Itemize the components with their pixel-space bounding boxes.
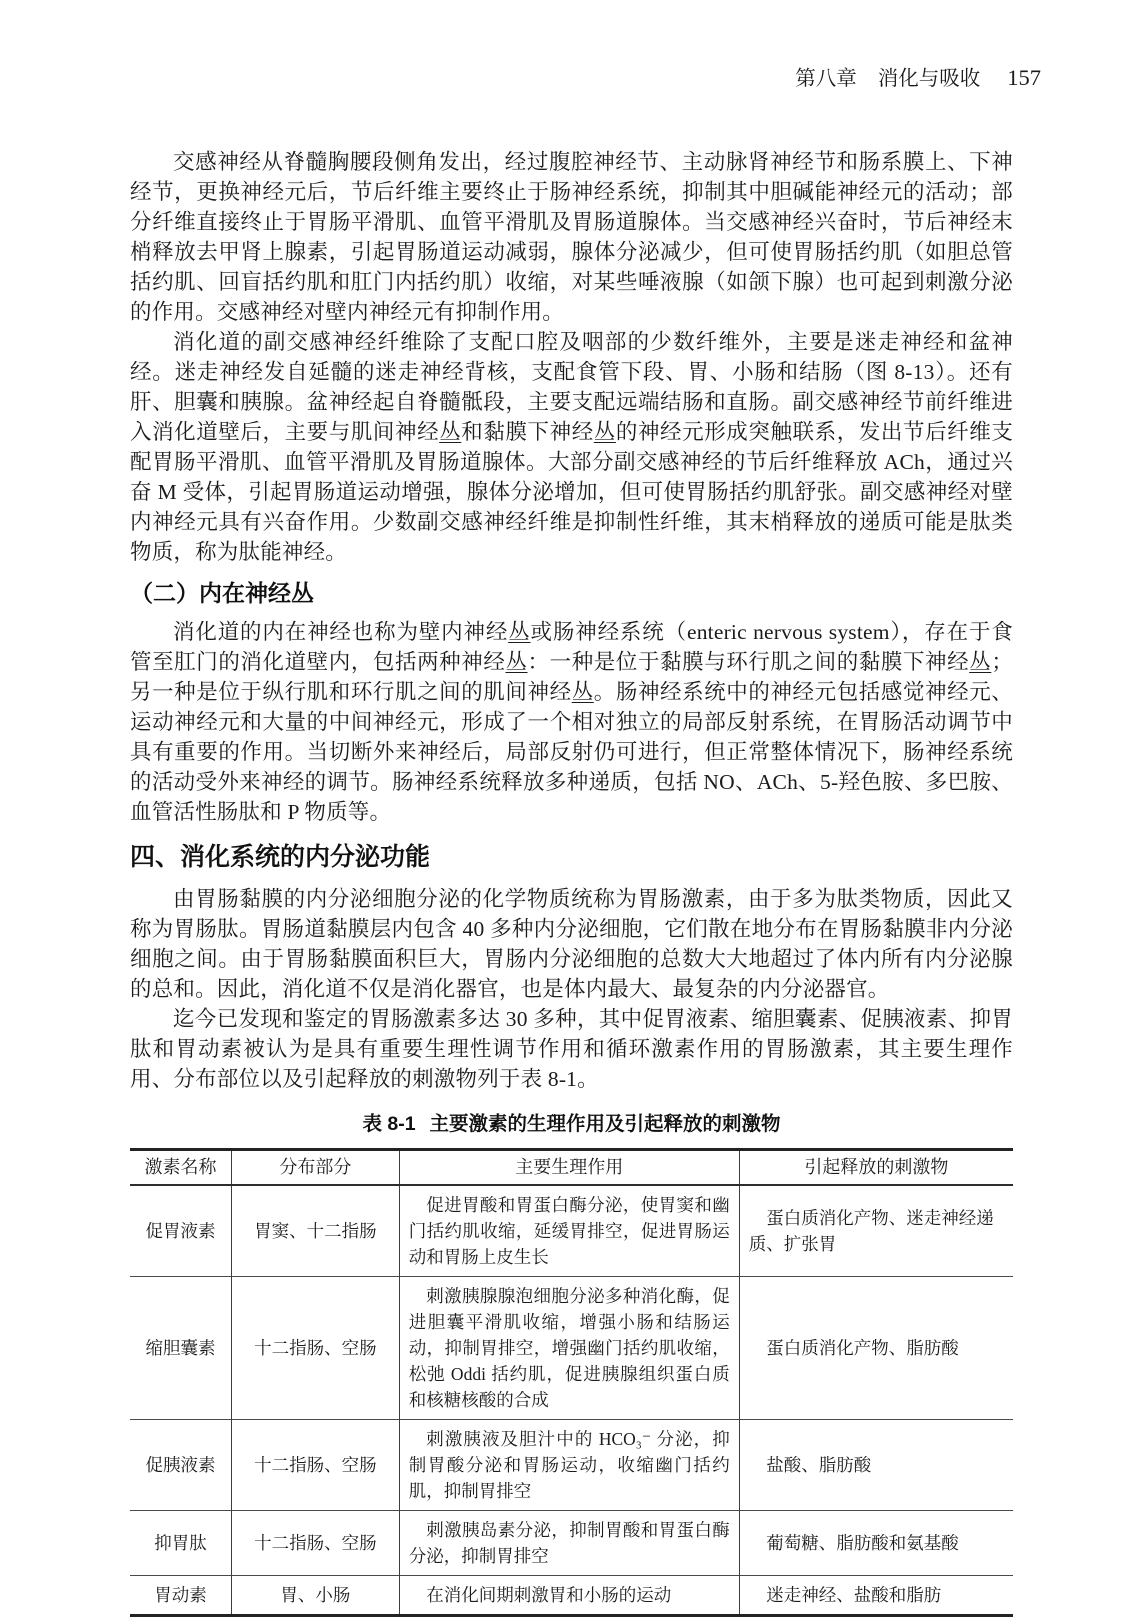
col-header-physiological-action: 主要生理作用: [399, 1150, 739, 1186]
cell-distribution: 十二指肠、空肠: [232, 1511, 400, 1576]
cell-hormone-name: 促胃液素: [130, 1185, 232, 1277]
cell-distribution: 十二指肠、空肠: [232, 1420, 400, 1511]
hormone-table: [130, 1148, 1013, 1617]
table-caption-title: 主要激素的生理作用及引起释放的刺激物: [429, 1113, 781, 1135]
cell-hormone-name: 胃动素: [130, 1576, 232, 1616]
paragraph-sympathetic-nerve: 交感神经从脊髓胸腰段侧角发出，经过腹腔神经节、主动脉肾神经节和肠系膜上、下神经节，更换神经元后，节后纤维主要终止于肠神经系统，抑制其中胆碱能神经元的活动；部分纤维直接终止于胃肠平滑肌、血管平滑肌及胃肠道腺体。当交感神经兴奋时，节后神经末梢释放去甲肾上腺素，引起胃肠道运动减弱，腺体分泌减少，但可使胃肠括约肌（如胆总管括约肌、回盲括约肌和肛门内括约肌）收缩，对某些唾液腺（如颌下腺）也可起到刺激分泌的作用。交感神经对壁内神经元有抑制作用。: [130, 150, 1013, 324]
cell-release-stimuli: 葡萄糖、脂肪酸和氨基酸: [739, 1511, 1013, 1576]
cell-physiological-action: 刺激胰液及胆汁中的 HCO₃⁻ 分泌，抑制胃酸分泌和胃肠运动，收缩幽门括约肌，抑制胃排空: [399, 1420, 739, 1511]
cell-distribution: 十二指肠、空肠: [232, 1277, 400, 1420]
table-body: [130, 1185, 1013, 1616]
col-header-release-stimuli: 引起释放的刺激物: [739, 1150, 1013, 1186]
paragraph-enteric-nervous-system: 消化道的内在神经也称为壁内神经丛或肠神经系统（enteric nervous system），存在于食管至肛门的消化道壁内，包括两种神经丛：一种是位于黏膜与环行肌之间的黏膜下神经丛；另一种是位于纵行肌和环行肌之间的肌间神经丛。肠神经系统中的神经元包括感觉神经元、运动神经元和大量的中间神经元，形成了一个相对独立的局部反射系统，在胃肠活动调节中具有重要的作用。当切断外来神经后，局部反射仍可进行，但正常整体情况下，肠神经系统的活动受外来神经的调节。肠神经系统释放多种递质，包括 NO、ACh、5-羟色胺、多巴胺、血管活性肠肽和 P 物质等。: [130, 620, 1014, 824]
col-header-distribution: 分布部分: [232, 1150, 400, 1186]
body-text: [130, 147, 1013, 1094]
sub-heading-inner-plexus: （二）内在神经丛: [130, 580, 314, 606]
table-row: [130, 1420, 1013, 1511]
table-caption: [130, 1111, 1013, 1137]
cell-release-stimuli: 蛋白质消化产物、迷走神经递质、扩张胃: [748, 1208, 994, 1254]
cell-release-stimuli: 迷走神经、盐酸和脂肪: [739, 1576, 1013, 1616]
cell-release-stimuli: 蛋白质消化产物、脂肪酸: [739, 1277, 1013, 1420]
cell-physiological-action: 促进胃酸和胃蛋白酶分泌，使胃窦和幽门括约肌收缩，延缓胃排空，促进胃肠运动和胃肠上皮生长: [399, 1185, 739, 1277]
section-heading-endocrine-function: 四、消化系统的内分泌功能: [130, 843, 431, 871]
cell-hormone-name: 缩胆囊素: [130, 1277, 232, 1420]
table-caption-label: 表 8-1: [362, 1113, 416, 1135]
page-number: 157: [1007, 65, 1041, 90]
cell-distribution: 胃窦、十二指肠: [232, 1185, 400, 1277]
table-row: [130, 1511, 1013, 1576]
paragraph-gut-hormones-list: 迄今已发现和鉴定的胃肠激素多达 30 多种，其中促胃液素、缩胆囊素、促胰液素、抑胃肽和胃动素被认为是具有重要生理性调节作用和循环激素作用的胃肠激素，其主要生理作用、分布部位以及引起释放的刺激物列于表 8-1。: [130, 1007, 1013, 1091]
cell-release-stimuli: 盐酸、脂肪酸: [739, 1420, 1013, 1511]
cell-distribution: 胃、小肠: [232, 1576, 400, 1616]
table-header-row: [130, 1150, 1013, 1186]
chapter-label: 第八章: [795, 68, 857, 90]
table-header: [130, 1150, 1013, 1186]
table-row: [130, 1277, 1013, 1420]
cell-physiological-action: 刺激胰岛素分泌，抑制胃酸和胃蛋白酶分泌，抑制胃排空: [399, 1511, 739, 1576]
running-head: [130, 64, 1041, 93]
cell-physiological-action: 刺激胰腺腺泡细胞分泌多种消化酶，促进胆囊平滑肌收缩，增强小肠和结肠运动，抑制胃排空，增强幽门括约肌收缩，松弛 Oddi 括约肌，促进胰腺组织蛋白质和核糖核酸的合成: [399, 1277, 739, 1420]
table-row: [130, 1576, 1013, 1616]
paragraph-parasympathetic-nerve: 消化道的副交感神经纤维除了支配口腔及咽部的少数纤维外，主要是迷走神经和盆神经。迷走神经发自延髓的迷走神经背核，支配食管下段、胃、小肠和结肠（图 8-13）。还有肝、胆囊和胰腺。盆神经起自脊髓骶段，主要支配远端结肠和直肠。副交感神经节前纤维进入消化道壁后，主要与肌间神经丛和黏膜下神经丛的神经元形成突触联系，发出节后纤维支配胃肠平滑肌、血管平滑肌及胃肠道腺体。大部分副交感神经的节后纤维释放 ACh，通过兴奋 M 受体，引起胃肠道运动增强，腺体分泌增加，但可使胃肠括约肌舒张。副交感神经对壁内神经元具有兴奋作用。少数副交感神经纤维是抑制性纤维，其末梢释放的递质可能是肽类物质，称为肽能神经。: [130, 330, 1014, 564]
table-row: [130, 1185, 1013, 1277]
chapter-title: 消化与吸收: [877, 68, 981, 90]
cell-physiological-action: 在消化间期刺激胃和小肠的运动: [399, 1576, 739, 1616]
cell-hormone-name: 抑胃肽: [130, 1511, 232, 1576]
paragraph-gut-hormones-overview: 由胃肠黏膜的内分泌细胞分泌的化学物质统称为胃肠激素，由于多为肽类物质，因此又称为胃肠肽。胃肠道黏膜层内包含 40 多种内分泌细胞，它们散在地分布在胃肠黏膜非内分泌细胞之间。由于胃肠黏膜面积巨大，胃肠内分泌细胞的总数大大地超过了体内所有内分泌腺的总和。因此，消化道不仅是消化器官，也是体内最大、最复杂的内分泌器官。: [130, 887, 1013, 1001]
cell-hormone-name: 促胰液素: [130, 1420, 232, 1511]
col-header-hormone-name: 激素名称: [130, 1150, 232, 1186]
